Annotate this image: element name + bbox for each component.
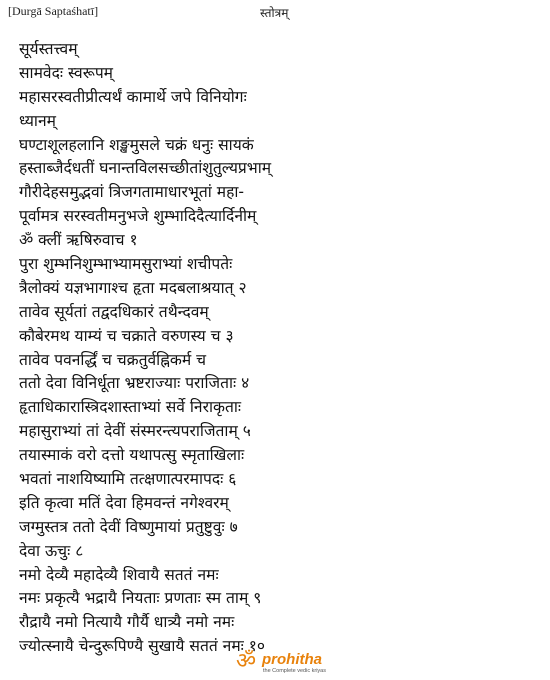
verse-line: नमो देव्यै महादेव्यै शिवायै सततं नमः bbox=[19, 565, 219, 584]
verse-line: ॐ क्लीं ऋषिरुवाच १ bbox=[19, 231, 138, 250]
verse-line: हस्ताब्जैर्दधतीं घनान्तविलसच्छीतांशुतुल्यप्रभाम् bbox=[19, 159, 272, 178]
verse-line: इति कृत्वा मतिं देवा हिमवन्तं नगेश्वरम् bbox=[19, 493, 229, 512]
verse-line: जग्मुस्तत्र ततो देवीं विष्णुमायां प्रतुष्टुवुः ७ bbox=[19, 517, 238, 536]
verse-line: भवतां नाशयिष्यामि तत्क्षणात्परमापदः ६ bbox=[19, 470, 237, 489]
verse-line: घण्टाशूलहलानि शङ्खमुसले चक्रं धनुः सायकं bbox=[19, 135, 254, 154]
page-header bbox=[8, 4, 542, 22]
prohitha-logo bbox=[236, 649, 356, 676]
verse-line: तावेव पवनर्द्धिं च चक्रतुर्वह्निकर्म च bbox=[19, 350, 207, 369]
verse-line: हृताधिकारास्त्रिदशास्ताभ्यां सर्वे निराकृताः bbox=[19, 398, 242, 417]
verse-line: कौबेरमथ याम्यं च चक्राते वरुणस्य च ३ bbox=[19, 326, 234, 345]
verse-line: देवा ऊचुः ८ bbox=[19, 541, 84, 560]
verse-line: सामवेदः स्वरूपम् bbox=[19, 63, 113, 82]
verse-line: पुरा शुम्भनिशुम्भाभ्यामसुराभ्यां शचीपतेः bbox=[19, 255, 233, 274]
verse-line: महासुराभ्यां तां देवीं संस्मरन्त्यपराजिताम् ५ bbox=[19, 422, 251, 441]
verse-line: त्रैलोक्यं यज्ञभागाश्च हृता मदबलाश्रयात् २ bbox=[19, 278, 247, 297]
verse-line: सूर्यस्तत्त्वम् bbox=[19, 40, 78, 58]
verse-line: ध्यानम् bbox=[19, 111, 56, 130]
verse-line: तयास्माकं वरो दत्तो यथापत्सु स्मृताखिलाः bbox=[19, 446, 245, 465]
verse-line: गौरीदेहसमुद्भवां त्रिजगतामाधारभूतां महा- bbox=[19, 183, 245, 202]
verse-line: पूर्वामत्र सरस्वतीमनुभजे शुम्भादिदैत्यार्दिनीम् bbox=[19, 207, 257, 226]
book-title: [Durgā Saptaśhatī] bbox=[8, 4, 99, 18]
verse-line: महासरस्वतीप्रीत्यर्थं कामार्थे जपे विनियोगः bbox=[19, 87, 247, 106]
verse-line: तावेव सूर्यतां तद्वदधिकारं तथैन्दवम् bbox=[19, 302, 209, 321]
logo-tagline: the Complete vedic kriyas bbox=[263, 668, 326, 674]
om-icon: ॐ bbox=[236, 649, 257, 674]
section-title: स्तोत्रम् bbox=[260, 6, 289, 20]
verse-line: नमः प्रकृत्यै भद्रायै नियताः प्रणताः स्म ताम् ९ bbox=[19, 589, 262, 608]
logo-brand-name: prohitha bbox=[262, 651, 322, 668]
verse-line: ततो देवा विनिर्धूता भ्रष्टराज्याः पराजिताः ४ bbox=[19, 374, 250, 393]
stotram-text bbox=[19, 38, 540, 659]
verse-line: रौद्रायै नमो नित्यायै गौर्यै धात्र्यै नमो नमः bbox=[19, 613, 235, 632]
verse-line: ज्योत्स्नायै चेन्दुरूपिण्यै सुखायै सततं नमः १० bbox=[19, 637, 265, 656]
